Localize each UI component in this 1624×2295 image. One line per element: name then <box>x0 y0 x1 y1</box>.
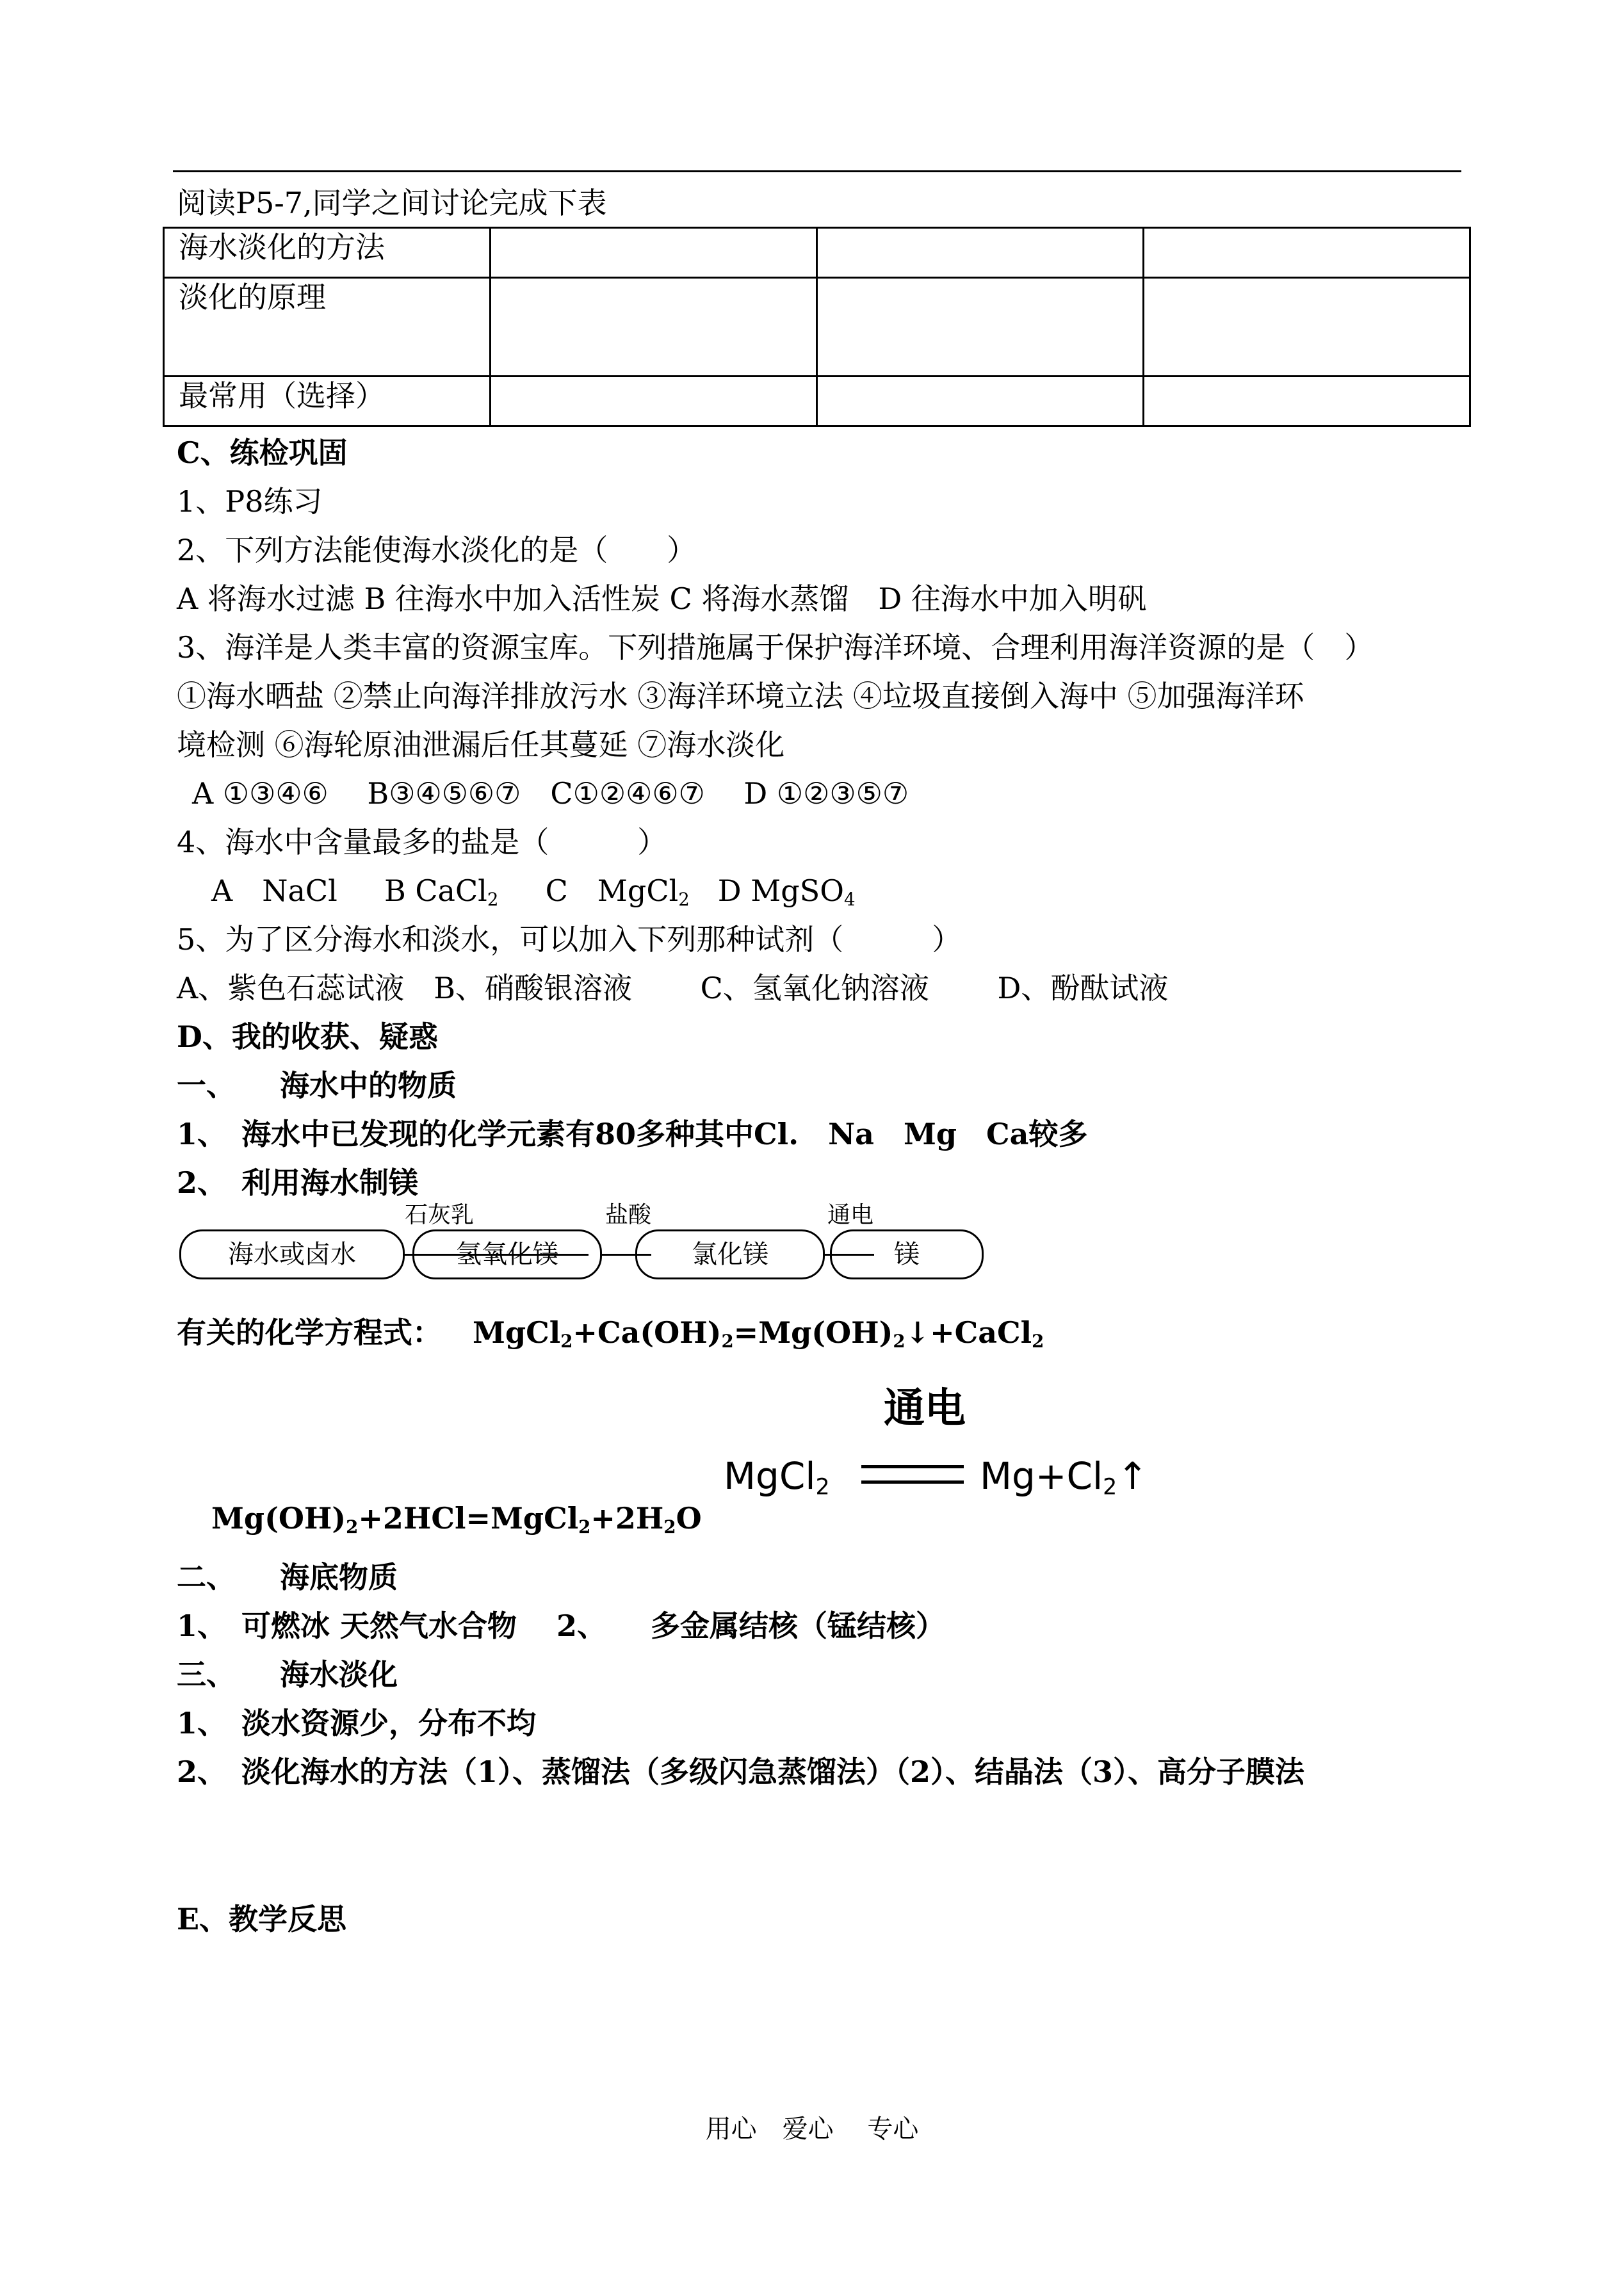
flow-label-lime: 石灰乳 <box>405 1202 475 1228</box>
question-3-items-cont: 境检测 ⑥海轮原油泄漏后任其蔓延 ⑦海水淡化 <box>177 727 785 762</box>
question-4: 4、海水中含量最多的盐是（ ） <box>177 825 667 859</box>
table-row-label: 海水淡化的方法 <box>164 228 491 278</box>
header-rule <box>173 170 1461 172</box>
section-e-heading: E、教学反思 <box>177 1902 347 1936</box>
subscript: 2 <box>678 888 690 910</box>
table-cell[interactable] <box>491 377 817 426</box>
desalination-table <box>163 227 1471 427</box>
flow-label-hcl: 盐酸 <box>605 1202 652 1228</box>
flow-node-mg-hydroxide: 氢氧化镁 <box>412 1229 602 1279</box>
part-3-title: 三、 海水淡化 <box>177 1657 398 1692</box>
question-3: 3、海洋是人类丰富的资源宝库。下列措施属于保护海洋环境、合理利用海洋资源的是（ ） <box>177 630 1374 665</box>
part-2-title: 二、 海底物质 <box>177 1560 398 1594</box>
table-cell[interactable] <box>1144 228 1470 278</box>
electrolysis-equation-image <box>724 1383 1172 1530</box>
flow-label-electrolysis: 通电 <box>827 1202 874 1228</box>
part-1-item-1: 1、 海水中已发现的化学元素有80多种其中Cl. Na Mg Ca较多 <box>177 1117 1088 1151</box>
section-d-heading: D、我的收获、疑惑 <box>177 1019 438 1054</box>
flow-node-seawater: 海水或卤水 <box>179 1229 405 1279</box>
page-footer: 用心 爱心 专心 <box>705 2114 919 2144</box>
part-3-item-1: 1、 淡水资源少，分布不均 <box>177 1706 537 1740</box>
equation-1: $MgCl_2+Ca(OH)_2=Mg(OH)_2↓+CaCl_2$ <box>473 1315 1044 1352</box>
flow-node-mg-chloride: 氯化镁 <box>635 1229 825 1279</box>
question-3-options: A ①③④⑥ B③④⑤⑥⑦ C①②④⑥⑦ D ①②③⑤⑦ <box>192 776 909 811</box>
question-4-options <box>211 872 856 918</box>
table-cell[interactable] <box>1144 278 1470 377</box>
equation-reactant: MgCl$_2$ <box>724 1454 830 1500</box>
table-row <box>164 377 1470 426</box>
question-1: 1、P8练习 <box>177 484 323 519</box>
subscript: 2 <box>487 888 499 910</box>
question-2-options: A 将海水过滤 B 往海水中加入活性炭 C 将海水蒸馏 D 往海水中加入明矾 <box>177 581 1147 616</box>
table-row <box>164 228 1470 278</box>
part-2-item: 1、 可燃冰 天然气水合物 2、 多金属结核（锰结核） <box>177 1609 946 1643</box>
gas-arrow-icon: ↑ <box>1117 1454 1148 1498</box>
equation-label: 有关的化学方程式： <box>177 1315 442 1350</box>
question-3-items: ①海水晒盐 ②禁止向海洋排放污水 ③海洋环境立法 ④垃圾直接倒入海中 ⑤加强海洋环 <box>177 679 1304 713</box>
equation-products: $Mg+Cl_2↑$ <box>980 1454 1148 1500</box>
table-cell[interactable] <box>1144 377 1470 426</box>
section-c-heading: C、练检巩固 <box>177 435 348 470</box>
table-row-label: 淡化的原理 <box>164 278 491 377</box>
part-1-title: 一、 海水中的物质 <box>177 1068 457 1103</box>
question-2: 2、下列方法能使海水淡化的是（ ） <box>177 533 697 567</box>
equation-2: $Mg(OH)_2+2HCl=MgCl_2+2H_2O$ <box>211 1501 702 1537</box>
table-cell[interactable] <box>817 228 1144 278</box>
option-b: B CaCl <box>384 873 487 908</box>
intro-text: 阅读P5-7,同学之间讨论完成下表 <box>177 186 607 220</box>
part-3-item-2: 2、 淡化海水的方法（1）、蒸馏法（多级闪急蒸馏法）（2）、结晶法（3）、高分子膜法 <box>177 1755 1305 1789</box>
table-cell[interactable] <box>491 228 817 278</box>
option-d: D MgSO <box>717 873 844 908</box>
condition-electrolysis: 通电 <box>884 1385 966 1432</box>
question-5: 5、为了区分海水和淡水，可以加入下列那种试剂（ ） <box>177 922 962 957</box>
table-cell[interactable] <box>817 278 1144 377</box>
equals-bar-bottom <box>861 1480 964 1484</box>
flow-node-magnesium: 镁 <box>830 1229 984 1279</box>
table-cell[interactable] <box>491 278 817 377</box>
table-cell[interactable] <box>817 377 1144 426</box>
equation-line <box>177 1314 1044 1360</box>
table-row <box>164 278 1470 377</box>
option-a: A NaCl <box>211 873 337 908</box>
subscript: 4 <box>843 888 856 910</box>
part-1-item-2: 2、 利用海水制镁 <box>177 1165 419 1200</box>
question-5-options: A、紫色石蕊试液 B、硝酸银溶液 C、氢氧化钠溶液 D、酚酞试液 <box>177 971 1169 1005</box>
option-c: C MgCl <box>545 873 679 908</box>
magnesium-flow-diagram <box>179 1185 986 1287</box>
table-row-label: 最常用（选择） <box>164 377 491 426</box>
equals-bar-top <box>861 1465 964 1468</box>
